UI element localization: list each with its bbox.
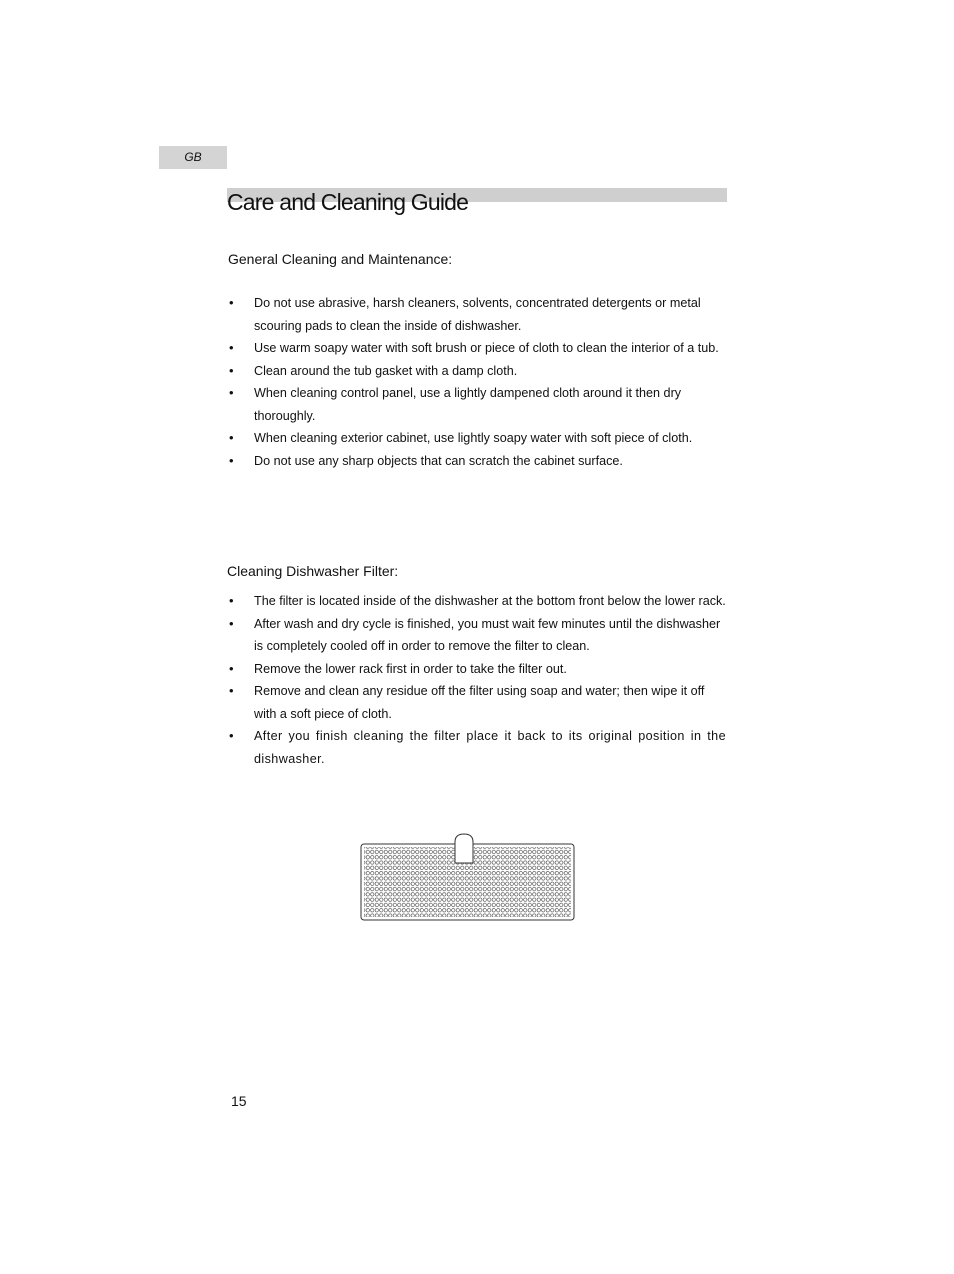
page-title: Care and Cleaning Guide [227,189,469,215]
list-item [228,450,726,473]
list-item [228,427,726,450]
section-heading-filter: Cleaning Dishwasher Filter: [227,563,399,579]
bullet-icon: • [229,615,234,631]
bullet-icon: • [229,430,234,445]
list-item [228,680,726,725]
bullet-icon: • [229,385,234,400]
list-item [228,725,726,770]
bullet-icon: • [229,683,234,698]
list-item-text: Remove and clean any residue off the filter using soap and water; then wipe it off with a soft piece of cloth. [254,684,705,721]
bullet-icon: • [229,728,234,743]
list-item-text: When cleaning control panel, use a lightly dampened cloth around it then dry thoroughly. [254,386,682,423]
list-item [228,382,726,427]
page-number: 15 [231,1093,247,1109]
dishwasher-filter-illustration [358,832,580,926]
list-item-text: Remove the lower rack first in order to take the filter out. [254,661,567,676]
bullet-icon: • [229,593,234,608]
list-item-text: Do not use any sharp objects that can scratch the cabinet surface. [254,453,623,468]
filter-cleaning-list [228,590,726,770]
list-item-text: Do not use abrasive, harsh cleaners, solvents, concentrated detergents or metal scouring pads to clean the inside of dishwasher. [254,296,701,333]
list-item-text: After wash and dry cycle is finished, you must wait few minutes until the dishwasher is completely cooled off in order to remove the filter to clean. [254,616,721,653]
list-item [228,337,726,360]
list-item-text: Use warm soapy water with soft brush or piece of cloth to clean the interior of a tub. [254,341,719,355]
section-heading-general: General Cleaning and Maintenance: [228,251,453,267]
list-item [228,360,726,383]
language-tab: GB [159,146,227,169]
general-cleaning-list [228,292,726,472]
bullet-icon: • [229,660,234,676]
list-item-text: Clean around the tub gasket with a damp cloth. [254,363,518,378]
bullet-icon: • [229,340,234,355]
list-item [228,590,726,613]
list-item-text: The filter is located inside of the dishwasher at the bottom front below the lower rack. [254,594,726,608]
list-item [228,613,726,658]
list-item-text: When cleaning exterior cabinet, use lightly soapy water with soft piece of cloth. [254,431,693,445]
list-item-text: After you finish cleaning the filter place it back to its original position in the dishwasher. [254,729,726,766]
list-item [228,658,726,681]
list-item [228,292,726,337]
bullet-icon: • [229,362,234,378]
bullet-icon: • [229,452,234,468]
bullet-icon: • [229,295,234,310]
filter-handle [455,834,473,863]
